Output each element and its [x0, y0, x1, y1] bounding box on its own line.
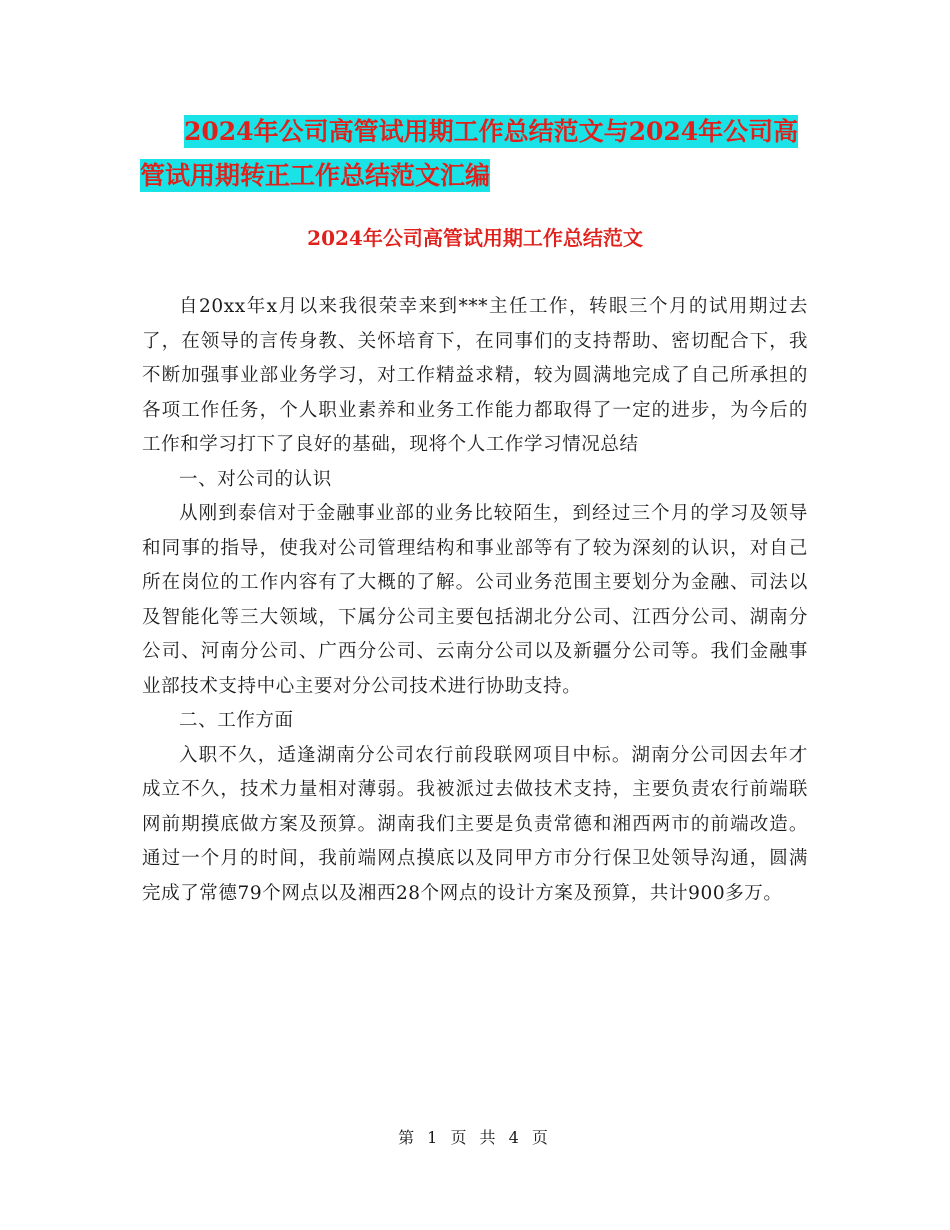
title-line-1-text: 2024年公司高管试用期工作总结范文与2024年公司高 [184, 117, 799, 146]
page-number-footer: 第 1 页 共 4 页 [398, 1128, 552, 1147]
paragraph-intro: 自20xx年x月以来我很荣幸来到***主任工作，转眼三个月的试用期过去了，在领导的言传身教、关怀培育下，在同事们的支持帮助、密切配合下，我不断加强事业部业务学习，对工作精益求精，较为圆满地完成了自己所承担的各项工作任务，个人职业素养和业务工作能力都取得了一定的进步，为今后的工作和学习打下了良好的基础，现将个人工作学习情况总结 [142, 296, 808, 455]
document-title [140, 110, 860, 198]
paragraph-company: 从刚到泰信对于金融事业部的业务比较陌生，到经过三个月的学习及领导和同事的指导，使我对公司管理结构和事业部等有了较为深刻的认识，对自己所在岗位的工作内容有了大概的了解。公司业务范围主要划分为金融、司法以及智能化等三大领域，下属分公司主要包括湖北分公司、江西分公司、湖南分公司、河南分公司、广西分公司、云南分公司以及新疆分公司等。我们金融事业部技术支持中心主要对分公司技术进行协助支持。 [142, 503, 808, 697]
title-line-1 [140, 110, 860, 154]
title-line-2 [140, 154, 860, 198]
paragraph-work: 入职不久，适逢湖南分公司农行前段联网项目中标。湖南分公司因去年才成立不久，技术力量相对薄弱。我被派过去做技术支持，主要负责农行前端联网前期摸底做方案及预算。湖南我们主要是负责常德和湘西两市的前端改造。通过一个月的时间，我前端网点摸底以及同甲方市分行保卫处领导沟通，圆满完成了常德79个网点以及湘西28个网点的设计方案及预算，共计900多万。 [142, 744, 808, 904]
section-heading-company: 一、对公司的认识 [179, 468, 332, 490]
section-heading-work: 二、工作方面 [179, 710, 294, 731]
section-subtitle: 2024年公司高管试用期工作总结范文 [307, 226, 643, 250]
title-line-2-text: 管试用期转正工作总结范文汇编 [140, 161, 491, 190]
document-body [142, 290, 808, 911]
